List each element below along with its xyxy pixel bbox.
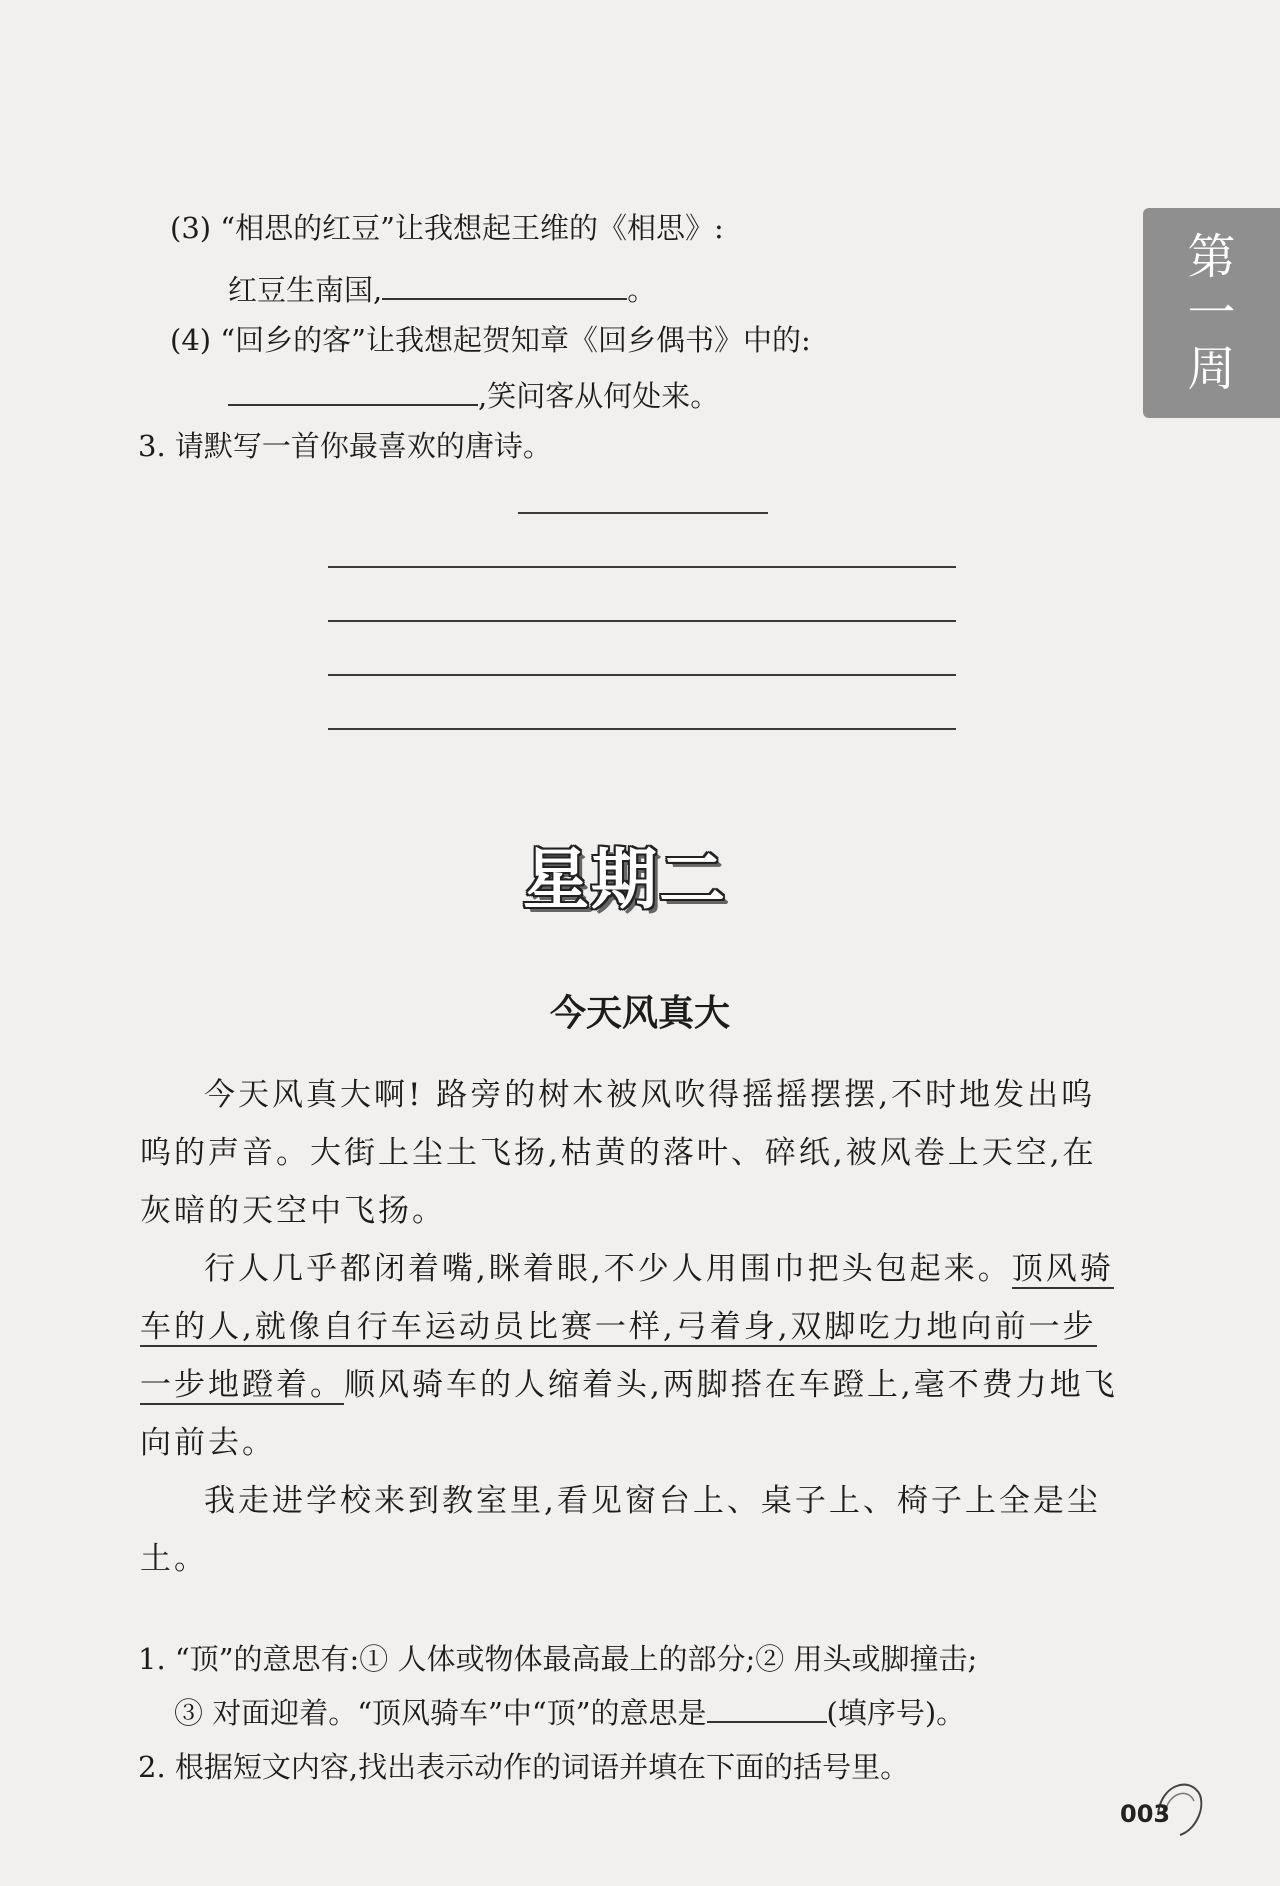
question-1 [138,1632,977,1794]
question-3-line [228,268,656,310]
underlined-sentence: 顶风骑车的人,就像自行车运动员比赛一样,弓着身,双脚吃力地向前一步一步地蹬着。 [140,1251,1114,1403]
poem-writing-line[interactable] [328,566,956,568]
story-paragraph-3: 我走进学校来到教室里,看见窗台上、桌子上、椅子上全是尘土。 [140,1483,1101,1577]
poem-line-end: 。 [627,273,657,307]
story-paragraph-2 [140,1240,1120,1472]
question-2: 2. 根据短文内容,找出表示动作的词语并填在下面的括号里。 [138,1750,910,1784]
story-title: 今天风真大 [549,993,730,1034]
story-text: 行人几乎都闭着嘴,眯着眼,不少人用围巾把头包起来。 [204,1251,1012,1287]
question-1-text: ③ 对面迎着。“顶风骑车”中“顶”的意思是 [174,1696,707,1730]
question-4-line [228,374,719,416]
story-text: 顺风骑车的人缩着头,两脚搭在车蹬上,毫不费力地飞向前去。 [140,1367,1118,1461]
answer-blank[interactable] [382,268,627,300]
question-poem-prompt: 3. 请默写一首你最喜欢的唐诗。 [138,429,552,463]
page-number: 003 [1120,1800,1171,1828]
question-3-prompt: (3) “相思的红豆”让我想起王维的《相思》: [170,211,724,245]
story-paragraph-1: 今天风真大啊! 路旁的树木被风吹得摇摇摆摆,不时地发出呜呜的声音。大街上尘土飞扬,枯黄的落叶、碎纸,被风卷上天空,在灰暗的天空中飞扬。 [140,1077,1097,1229]
day-heading: 星期二 [523,841,727,918]
poem-title-line[interactable] [518,512,768,514]
answer-blank[interactable] [228,374,478,406]
answer-blank[interactable] [707,1691,827,1723]
poem-writing-line[interactable] [328,728,956,730]
question-1-hint: (填序号)。 [826,1696,966,1730]
question-1-line-2 [138,1686,977,1740]
question-1-line-1: 1. “顶”的意思有:① 人体或物体最高最上的部分;② 用头或脚撞击; [138,1642,978,1676]
week-tab-char: 第 [1187,229,1236,285]
story-body [140,1066,1120,1588]
poem-line-start: 红豆生南国, [228,273,383,307]
week-tab [1143,208,1280,418]
poem-writing-line[interactable] [328,674,956,676]
question-4-prompt: (4) “回乡的客”让我想起贺知章《回乡偶书》中的: [170,323,811,357]
week-tab-char: 周 [1187,341,1236,397]
poem-writing-line[interactable] [328,620,956,622]
week-tab-char: 一 [1187,285,1236,341]
poem-line-end: ,笑问客从何处来。 [478,379,720,413]
